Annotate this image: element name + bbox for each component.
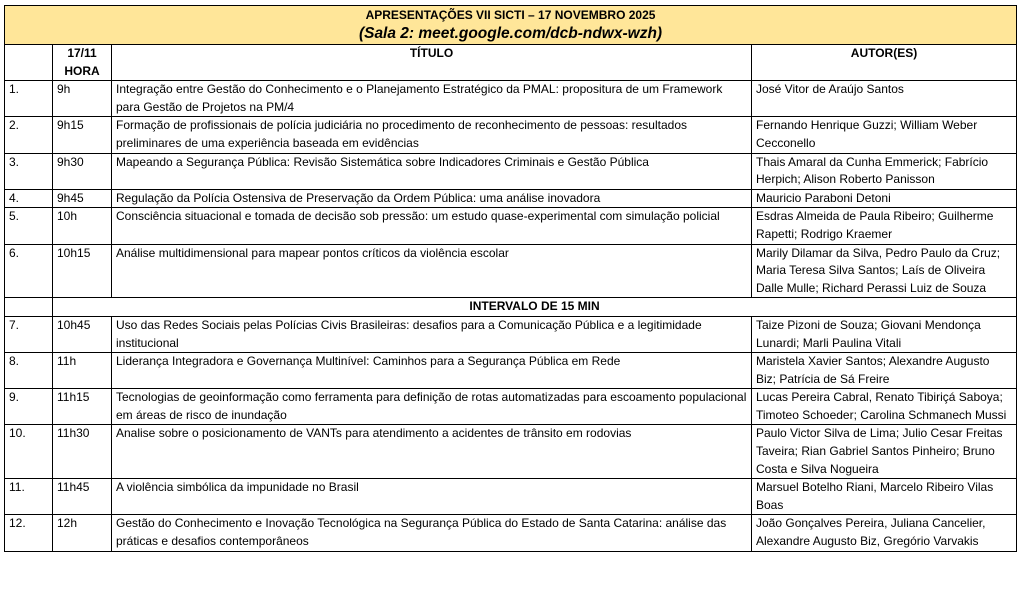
row-title: Regulação da Polícia Ostensiva de Preservação da Ordem Pública: uma análise inovadora — [112, 189, 752, 208]
row-time: 10h15 — [53, 244, 112, 298]
table-row — [5, 117, 1017, 153]
table-row — [5, 353, 1017, 389]
column-header-num — [5, 45, 53, 81]
row-number: 9. — [5, 389, 53, 425]
row-title: Formação de profissionais de polícia judiciária no procedimento de reconhecimento de pessoas: resultados preliminares de uma experiência baseada em evidências — [112, 117, 752, 153]
table-row — [5, 81, 1017, 117]
table-row — [5, 153, 1017, 189]
row-authors: Taize Pizoni de Souza; Giovani Mendonça Lunardi; Marli Paulina Vitali — [752, 316, 1017, 352]
row-authors: Marily Dilamar da Silva, Pedro Paulo da Cruz; Maria Teresa Silva Santos; Laís de Oliveira Dalle Mulle; Richard Perassi Luiz de Souza — [752, 244, 1017, 298]
row-title: Analise sobre o posicionamento de VANTs para atendimento a acidentes de trânsito em rodovias — [112, 425, 752, 479]
row-authors: Mauricio Paraboni Detoni — [752, 189, 1017, 208]
row-title: Análise multidimensional para mapear pontos críticos da violência escolar — [112, 244, 752, 298]
row-number: 6. — [5, 244, 53, 298]
row-number: 12. — [5, 515, 53, 551]
column-header-time — [53, 45, 112, 81]
row-time: 11h45 — [53, 479, 112, 515]
column-header-row — [5, 45, 1017, 81]
row-number: 10. — [5, 425, 53, 479]
row-number: 8. — [5, 353, 53, 389]
row-time: 12h — [53, 515, 112, 551]
row-title: Consciência situacional e tomada de decisão sob pressão: um estudo quase-experimental com simulação policial — [112, 208, 752, 244]
row-number: 4. — [5, 189, 53, 208]
row-number: 5. — [5, 208, 53, 244]
table-row — [5, 425, 1017, 479]
row-title: Liderança Integradora e Governança Multinível: Caminhos para a Segurança Pública em Rede — [112, 353, 752, 389]
row-authors: José Vitor de Araújo Santos — [752, 81, 1017, 117]
row-title: Integração entre Gestão do Conhecimento e o Planejamento Estratégico da PMAL: propositura de um Framework para Gestão de Projetos na PM/4 — [112, 81, 752, 117]
row-authors: João Gonçalves Pereira, Juliana Cancelier, Alexandre Augusto Biz, Gregório Varvakis — [752, 515, 1017, 551]
room-link[interactable]: (Sala 2: meet.google.com/dcb-ndwx-wzh) — [358, 25, 663, 42]
column-header-title: TÍTULO — [112, 45, 752, 81]
schedule-table — [4, 5, 1017, 552]
row-number: 11. — [5, 479, 53, 515]
row-authors: Thais Amaral da Cunha Emmerick; Fabrício Herpich; Alison Roberto Panisson — [752, 153, 1017, 189]
row-time: 11h — [53, 353, 112, 389]
schedule-banner — [5, 6, 1017, 45]
table-row — [5, 208, 1017, 244]
column-header-hour: HORA — [64, 63, 100, 78]
schedule-rows-late-morning — [5, 316, 1017, 551]
row-authors: Marsuel Botelho Riani, Marcelo Ribeiro Vilas Boas — [752, 479, 1017, 515]
row-time: 9h15 — [53, 117, 112, 153]
row-time: 10h — [53, 208, 112, 244]
row-time: 9h30 — [53, 153, 112, 189]
table-row — [5, 189, 1017, 208]
row-title: Uso das Redes Sociais pelas Polícias Civis Brasileiras: desafios para a Comunicação Pública e a legitimidade institucional — [112, 316, 752, 352]
row-number: 1. — [5, 81, 53, 117]
table-row — [5, 479, 1017, 515]
table-row — [5, 316, 1017, 352]
row-time: 11h30 — [53, 425, 112, 479]
table-row — [5, 244, 1017, 298]
schedule-document — [4, 5, 1016, 552]
row-title: Mapeando a Segurança Pública: Revisão Sistemática sobre Indicadores Criminais e Gestão Pública — [112, 153, 752, 189]
row-number: 2. — [5, 117, 53, 153]
schedule-title: APRESENTAÇÕES VII SICTI – 17 NOVEMBRO 2025 — [365, 8, 656, 22]
row-authors: Lucas Pereira Cabral, Renato Tibiriçá Saboya; Timoteo Schoeder; Carolina Schmanech Mussi — [752, 389, 1017, 425]
row-number: 3. — [5, 153, 53, 189]
table-row — [5, 389, 1017, 425]
row-authors: Maristela Xavier Santos; Alexandre Augusto Biz; Patrícia de Sá Freire — [752, 353, 1017, 389]
column-header-date: 17/11 — [67, 46, 97, 60]
table-row — [5, 515, 1017, 551]
row-authors: Fernando Henrique Guzzi; William Weber Cecconello — [752, 117, 1017, 153]
interval-label: INTERVALO DE 15 MIN — [53, 298, 1017, 317]
row-number: 7. — [5, 316, 53, 352]
row-time: 11h15 — [53, 389, 112, 425]
interval-row — [5, 298, 1017, 317]
row-time: 10h45 — [53, 316, 112, 352]
row-time: 9h45 — [53, 189, 112, 208]
row-authors: Paulo Victor Silva de Lima; Julio Cesar Freitas Taveira; Rian Gabriel Santos Pinheiro; Bruno Costa e Silva Nogueira — [752, 425, 1017, 479]
row-title: Gestão do Conhecimento e Inovação Tecnológica na Segurança Pública do Estado de Santa Catarina: análise das práticas e desafios contemporâneos — [112, 515, 752, 551]
row-title: Tecnologias de geoinformação como ferramenta para definição de rotas automatizadas para escoamento populacional em áreas de risco de inundação — [112, 389, 752, 425]
column-header-authors: AUTOR(ES) — [752, 45, 1017, 81]
row-time: 9h — [53, 81, 112, 117]
row-authors: Esdras Almeida de Paula Ribeiro; Guilherme Rapetti; Rodrigo Kraemer — [752, 208, 1017, 244]
row-title: A violência simbólica da impunidade no Brasil — [112, 479, 752, 515]
schedule-rows-morning — [5, 81, 1017, 298]
